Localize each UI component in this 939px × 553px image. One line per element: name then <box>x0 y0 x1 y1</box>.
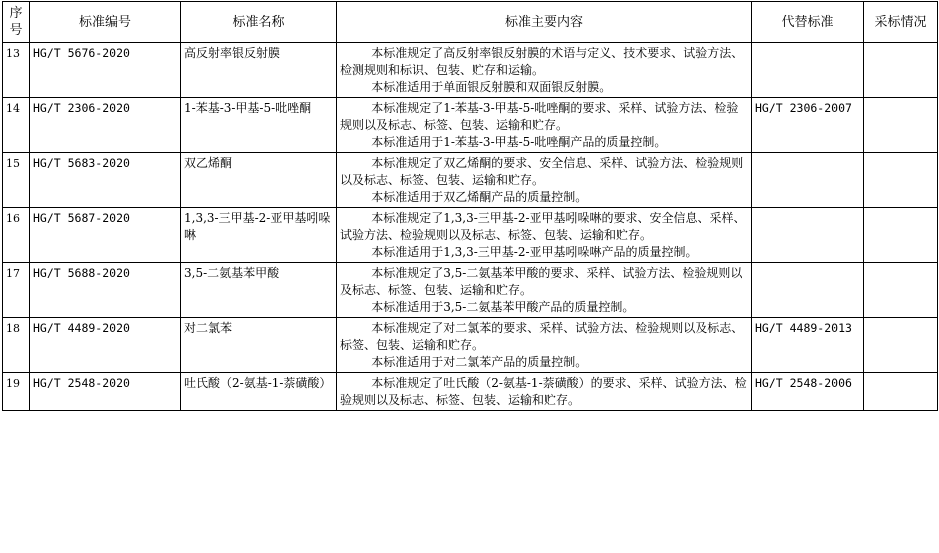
table-row <box>3 208 938 263</box>
table-row <box>3 318 938 373</box>
content-paragraph: 本标准适用于双乙烯酮产品的质量控制。 <box>371 190 588 204</box>
row-no: 19 <box>3 373 30 411</box>
row-name: 对二氯苯 <box>181 318 337 373</box>
table-body <box>3 43 938 411</box>
header-code: 标准编号 <box>30 2 181 43</box>
header-name: 标准名称 <box>181 2 337 43</box>
row-name: 1,3,3-三甲基-2-亚甲基吲哚啉 <box>181 208 337 263</box>
header-no: 序号 <box>3 2 30 43</box>
row-code: HG/T 5676-2020 <box>30 43 181 98</box>
table-row <box>3 98 938 153</box>
row-code: HG/T 5688-2020 <box>30 263 181 318</box>
row-replace <box>752 153 864 208</box>
content-paragraph: 本标准适用于单面银反射膜和双面银反射膜。 <box>371 80 612 94</box>
header-row <box>3 2 938 43</box>
row-name: 高反射率银反射膜 <box>181 43 337 98</box>
header-adopt: 采标情况 <box>864 2 938 43</box>
row-replace <box>752 208 864 263</box>
table-row <box>3 43 938 98</box>
row-replace <box>752 43 864 98</box>
content-paragraph: 本标准规定了高反射率银反射膜的术语与定义、技术要求、试验方法、检测规则和标识、包装、贮存和运输。 <box>340 46 744 77</box>
content-paragraph: 本标准规定了对二氯苯的要求、采样、试验方法、检验规则以及标志、标签、包装、运输和贮存。 <box>340 321 744 352</box>
row-replace <box>752 263 864 318</box>
row-replace: HG/T 4489-2013 <box>752 318 864 373</box>
row-content <box>337 208 752 263</box>
row-no: 13 <box>3 43 30 98</box>
content-paragraph: 本标准适用于1,3,3-三甲基-2-亚甲基吲哚啉产品的质量控制。 <box>371 245 698 259</box>
row-adopt <box>864 263 938 318</box>
row-no: 15 <box>3 153 30 208</box>
row-name: 双乙烯酮 <box>181 153 337 208</box>
row-adopt <box>864 153 938 208</box>
row-code: HG/T 5683-2020 <box>30 153 181 208</box>
row-code: HG/T 2548-2020 <box>30 373 181 411</box>
row-content <box>337 373 752 411</box>
standards-table <box>2 1 938 411</box>
row-content <box>337 153 752 208</box>
row-adopt <box>864 318 938 373</box>
content-paragraph: 本标准适用于对二氯苯产品的质量控制。 <box>371 355 588 369</box>
table-row <box>3 153 938 208</box>
row-code: HG/T 5687-2020 <box>30 208 181 263</box>
row-no: 17 <box>3 263 30 318</box>
content-paragraph: 本标准规定了1-苯基-3-甲基-5-吡唑酮的要求、采样、试验方法、检验规则以及标志、标签、包装、运输和贮存。 <box>340 101 739 132</box>
row-name: 3,5-二氨基苯甲酸 <box>181 263 337 318</box>
row-replace: HG/T 2548-2006 <box>752 373 864 411</box>
row-adopt <box>864 373 938 411</box>
table-row <box>3 263 938 318</box>
row-code: HG/T 2306-2020 <box>30 98 181 153</box>
row-adopt <box>864 208 938 263</box>
content-paragraph: 本标准适用于1-苯基-3-甲基-5-吡唑酮产品的质量控制。 <box>371 135 667 149</box>
header-replace: 代替标准 <box>752 2 864 43</box>
row-replace: HG/T 2306-2007 <box>752 98 864 153</box>
row-name: 吐氏酸（2-氨基-1-萘磺酸） <box>181 373 337 411</box>
row-adopt <box>864 98 938 153</box>
row-adopt <box>864 43 938 98</box>
row-content <box>337 263 752 318</box>
row-no: 14 <box>3 98 30 153</box>
content-paragraph: 本标准适用于3,5-二氨基苯甲酸产品的质量控制。 <box>371 300 635 314</box>
row-content <box>337 318 752 373</box>
content-paragraph: 本标准规定了双乙烯酮的要求、安全信息、采样、试验方法、检验规则以及标志、标签、包装、运输和贮存。 <box>340 156 744 187</box>
table-row <box>3 373 938 411</box>
row-content <box>337 98 752 153</box>
content-paragraph: 本标准规定了3,5-二氨基苯甲酸的要求、采样、试验方法、检验规则以及标志、标签、包装、运输和贮存。 <box>340 266 743 297</box>
content-paragraph: 本标准规定了1,3,3-三甲基-2-亚甲基吲哚啉的要求、安全信息、采样、试验方法、检验规则以及标志、标签、包装、运输和贮存。 <box>340 211 746 242</box>
header-content: 标准主要内容 <box>337 2 752 43</box>
row-code: HG/T 4489-2020 <box>30 318 181 373</box>
row-no: 18 <box>3 318 30 373</box>
row-name: 1-苯基-3-甲基-5-吡唑酮 <box>181 98 337 153</box>
content-paragraph: 本标准规定了吐氏酸（2-氨基-1-萘磺酸）的要求、采样、试验方法、检验规则以及标志、标签、包装、运输和贮存。 <box>340 376 747 407</box>
row-no: 16 <box>3 208 30 263</box>
row-content <box>337 43 752 98</box>
